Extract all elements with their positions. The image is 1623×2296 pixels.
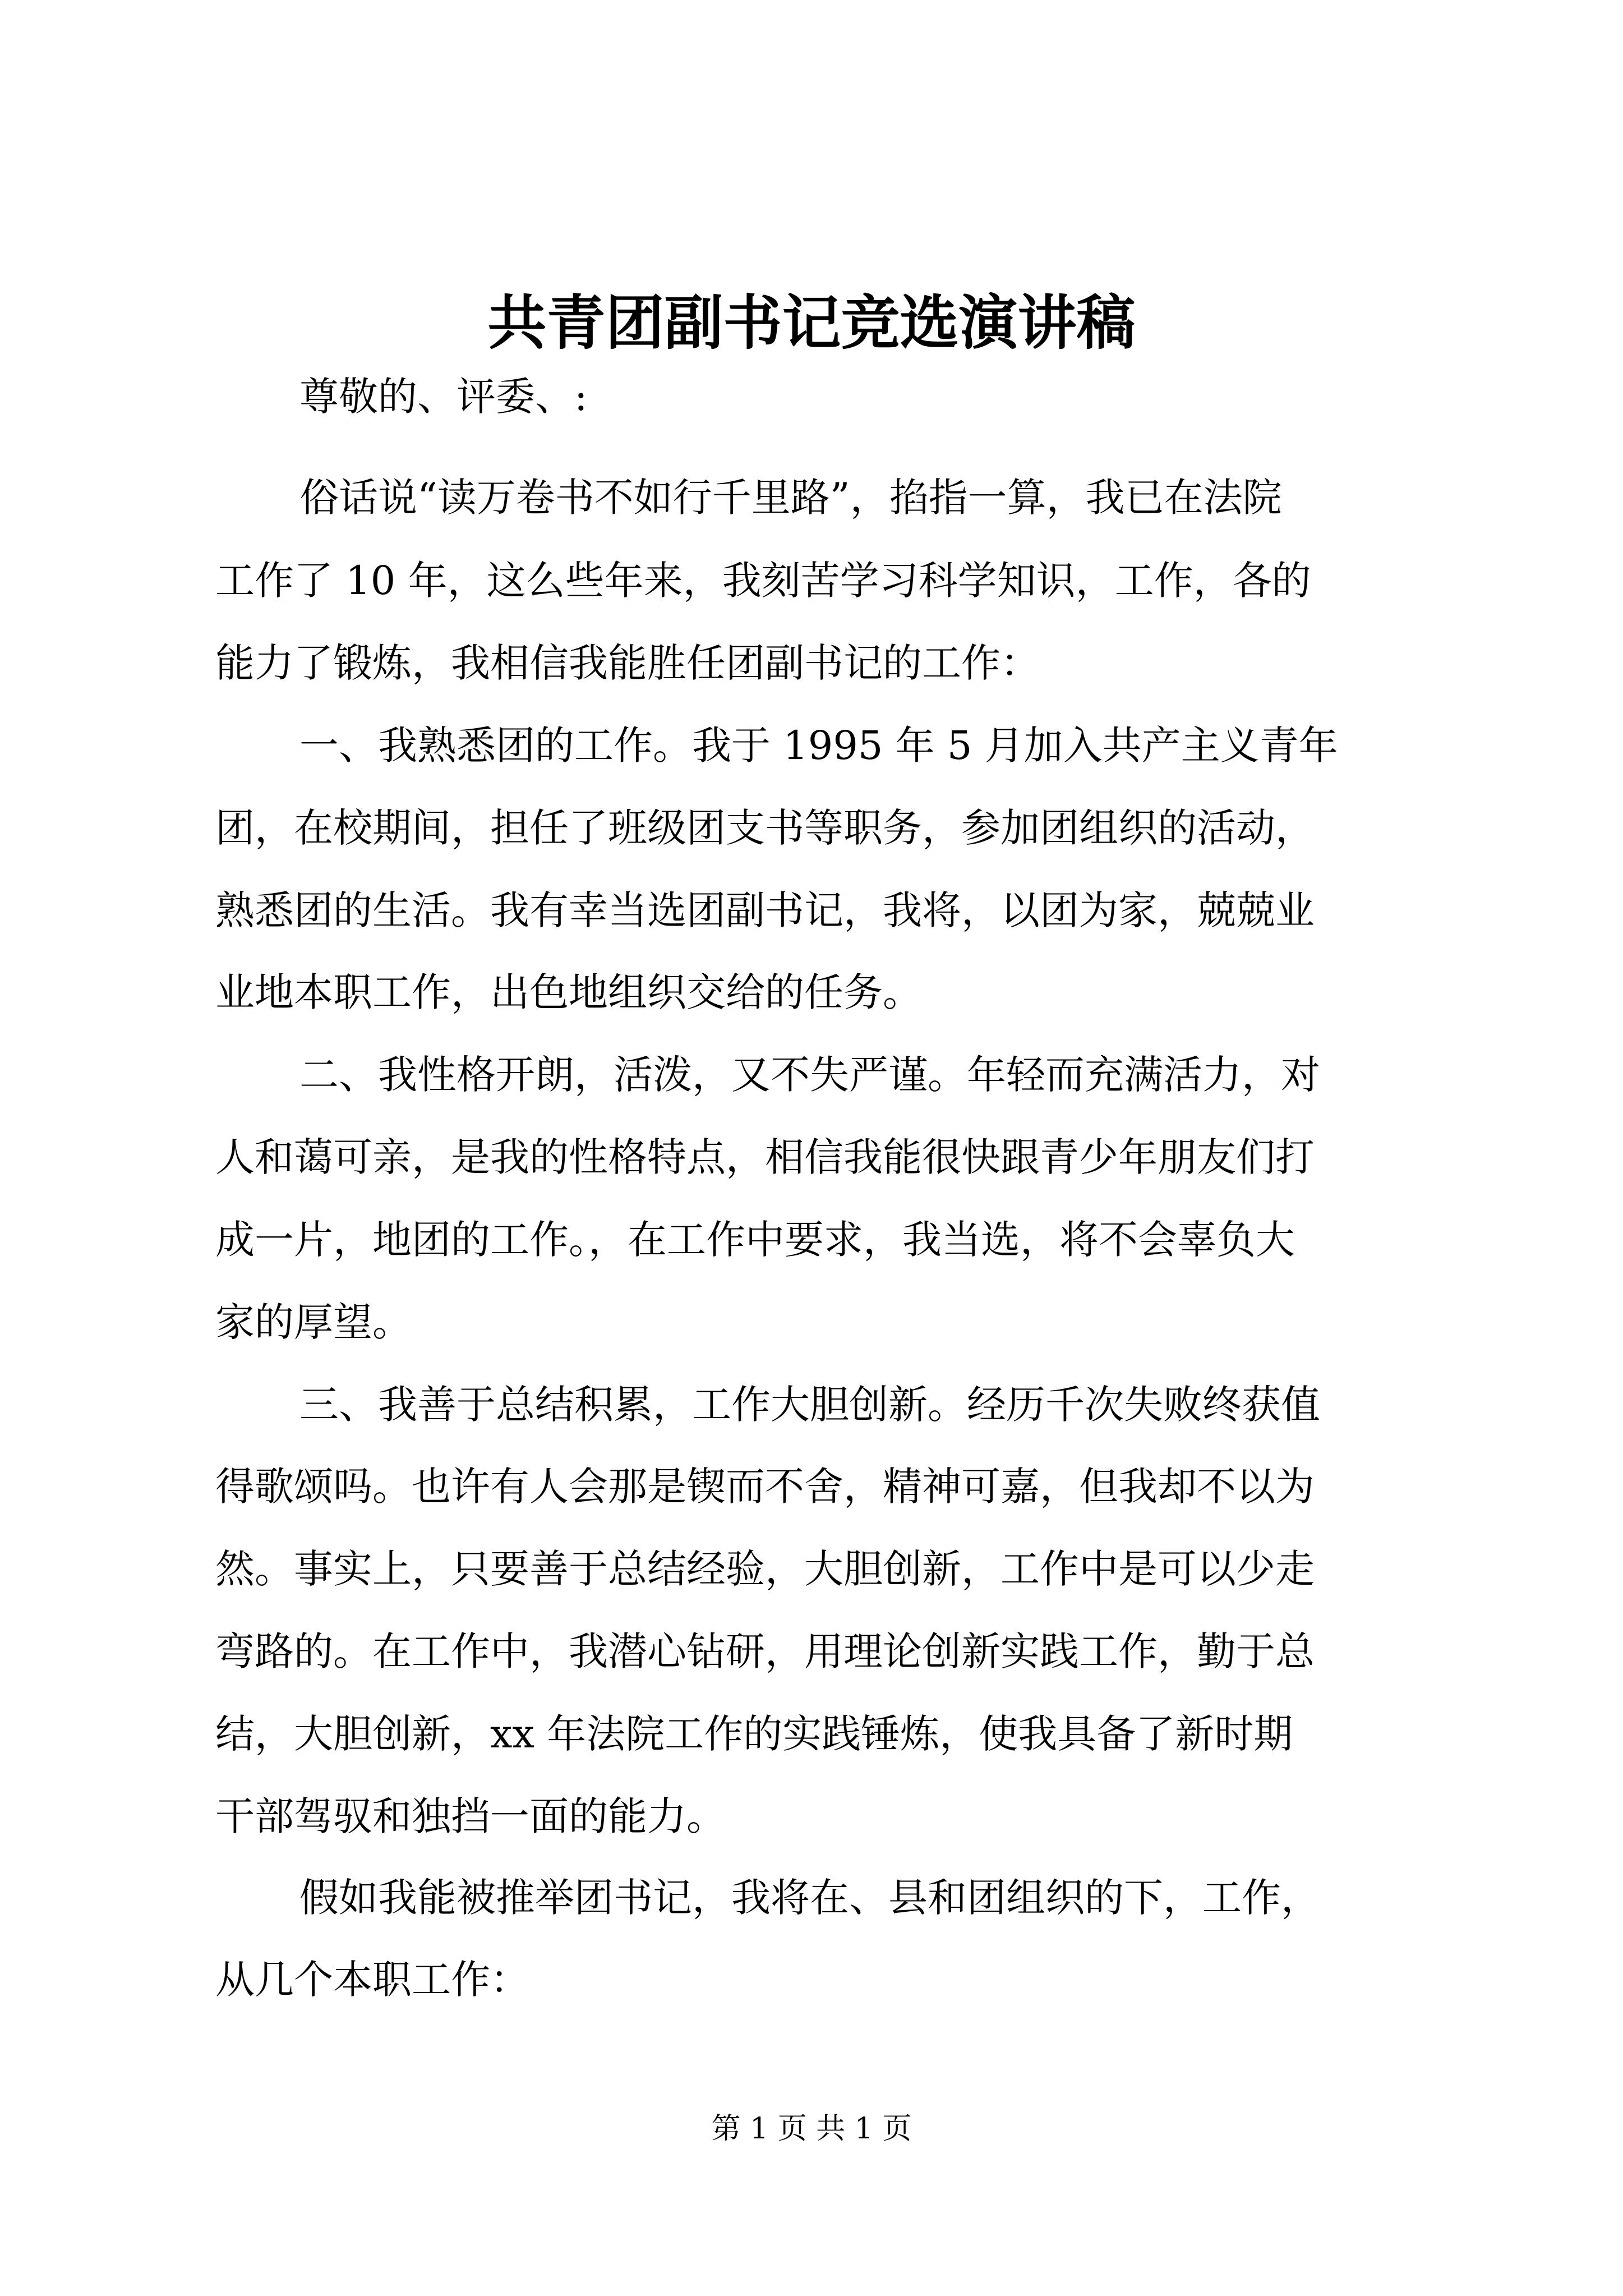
- salutation-line: 尊敬的、评委、:: [299, 374, 588, 420]
- paragraph-2-line-1: 一、我熟悉团的工作。我于 1995 年 5 月加入共产主义青年: [299, 723, 1338, 769]
- paragraph-3-line-4: 家的厚望。: [215, 1299, 412, 1345]
- paragraph-4-line-3: 然。事实上，只要善于总结经验，大胆创新，工作中是可以少走: [215, 1546, 1315, 1592]
- paragraph-4-line-4: 弯路的。在工作中，我潜心钻研，用理论创新实践工作，勤于总: [215, 1628, 1315, 1674]
- paragraph-4-line-6: 干部驾驭和独挡一面的能力。: [215, 1793, 726, 1839]
- document-title: 共青团副书记竞选演讲稿: [487, 288, 1136, 357]
- paragraph-3-line-1: 二、我性格开朗，活泼，又不失严谨。年轻而充满活力，对: [299, 1052, 1320, 1098]
- paragraph-2-line-3: 熟悉团的生活。我有幸当选团副书记，我将，以团为家，兢兢业: [215, 887, 1315, 933]
- paragraph-5-line-2: 从几个本职工作：: [215, 1957, 529, 2003]
- paragraph-2-line-2: 团，在校期间，担任了班级团支书等职务，参加团组织的活动，: [215, 805, 1315, 851]
- paragraph-2-line-4: 业地本职工作，出色地组织交给的任务。: [215, 969, 922, 1015]
- paragraph-3-line-3: 成一片，地团的工作。，在工作中要求，我当选，将不会辜负大: [215, 1217, 1295, 1263]
- paragraph-1-line-1: 俗话说“读万卷书不如行千里路”，掐指一算，我已在法院: [299, 475, 1282, 521]
- paragraph-4-line-2: 得歌颂吗。也许有人会那是锲而不舍，精神可嘉，但我却不以为: [215, 1464, 1315, 1510]
- paragraph-5-line-1: 假如我能被推举团书记，我将在、县和团组织的下，工作，: [299, 1875, 1320, 1921]
- paragraph-3-line-2: 人和蔼可亲，是我的性格特点，相信我能很快跟青少年朋友们打: [215, 1134, 1315, 1180]
- paragraph-4-line-5: 结，大胆创新，xx 年法院工作的实践锤炼，使我具备了新时期: [215, 1711, 1293, 1757]
- paragraph-4-line-1: 三、我善于总结积累，工作大胆创新。经历千次失败终获值: [299, 1382, 1320, 1428]
- page-number-footer: 第 1 页 共 1 页: [711, 2112, 912, 2146]
- paragraph-1-line-3: 能力了锻炼，我相信我能胜任团副书记的工作：: [215, 640, 1040, 686]
- paragraph-1-line-2: 工作了 10 年，这么些年来，我刻苦学习科学知识，工作，各的: [215, 558, 1311, 604]
